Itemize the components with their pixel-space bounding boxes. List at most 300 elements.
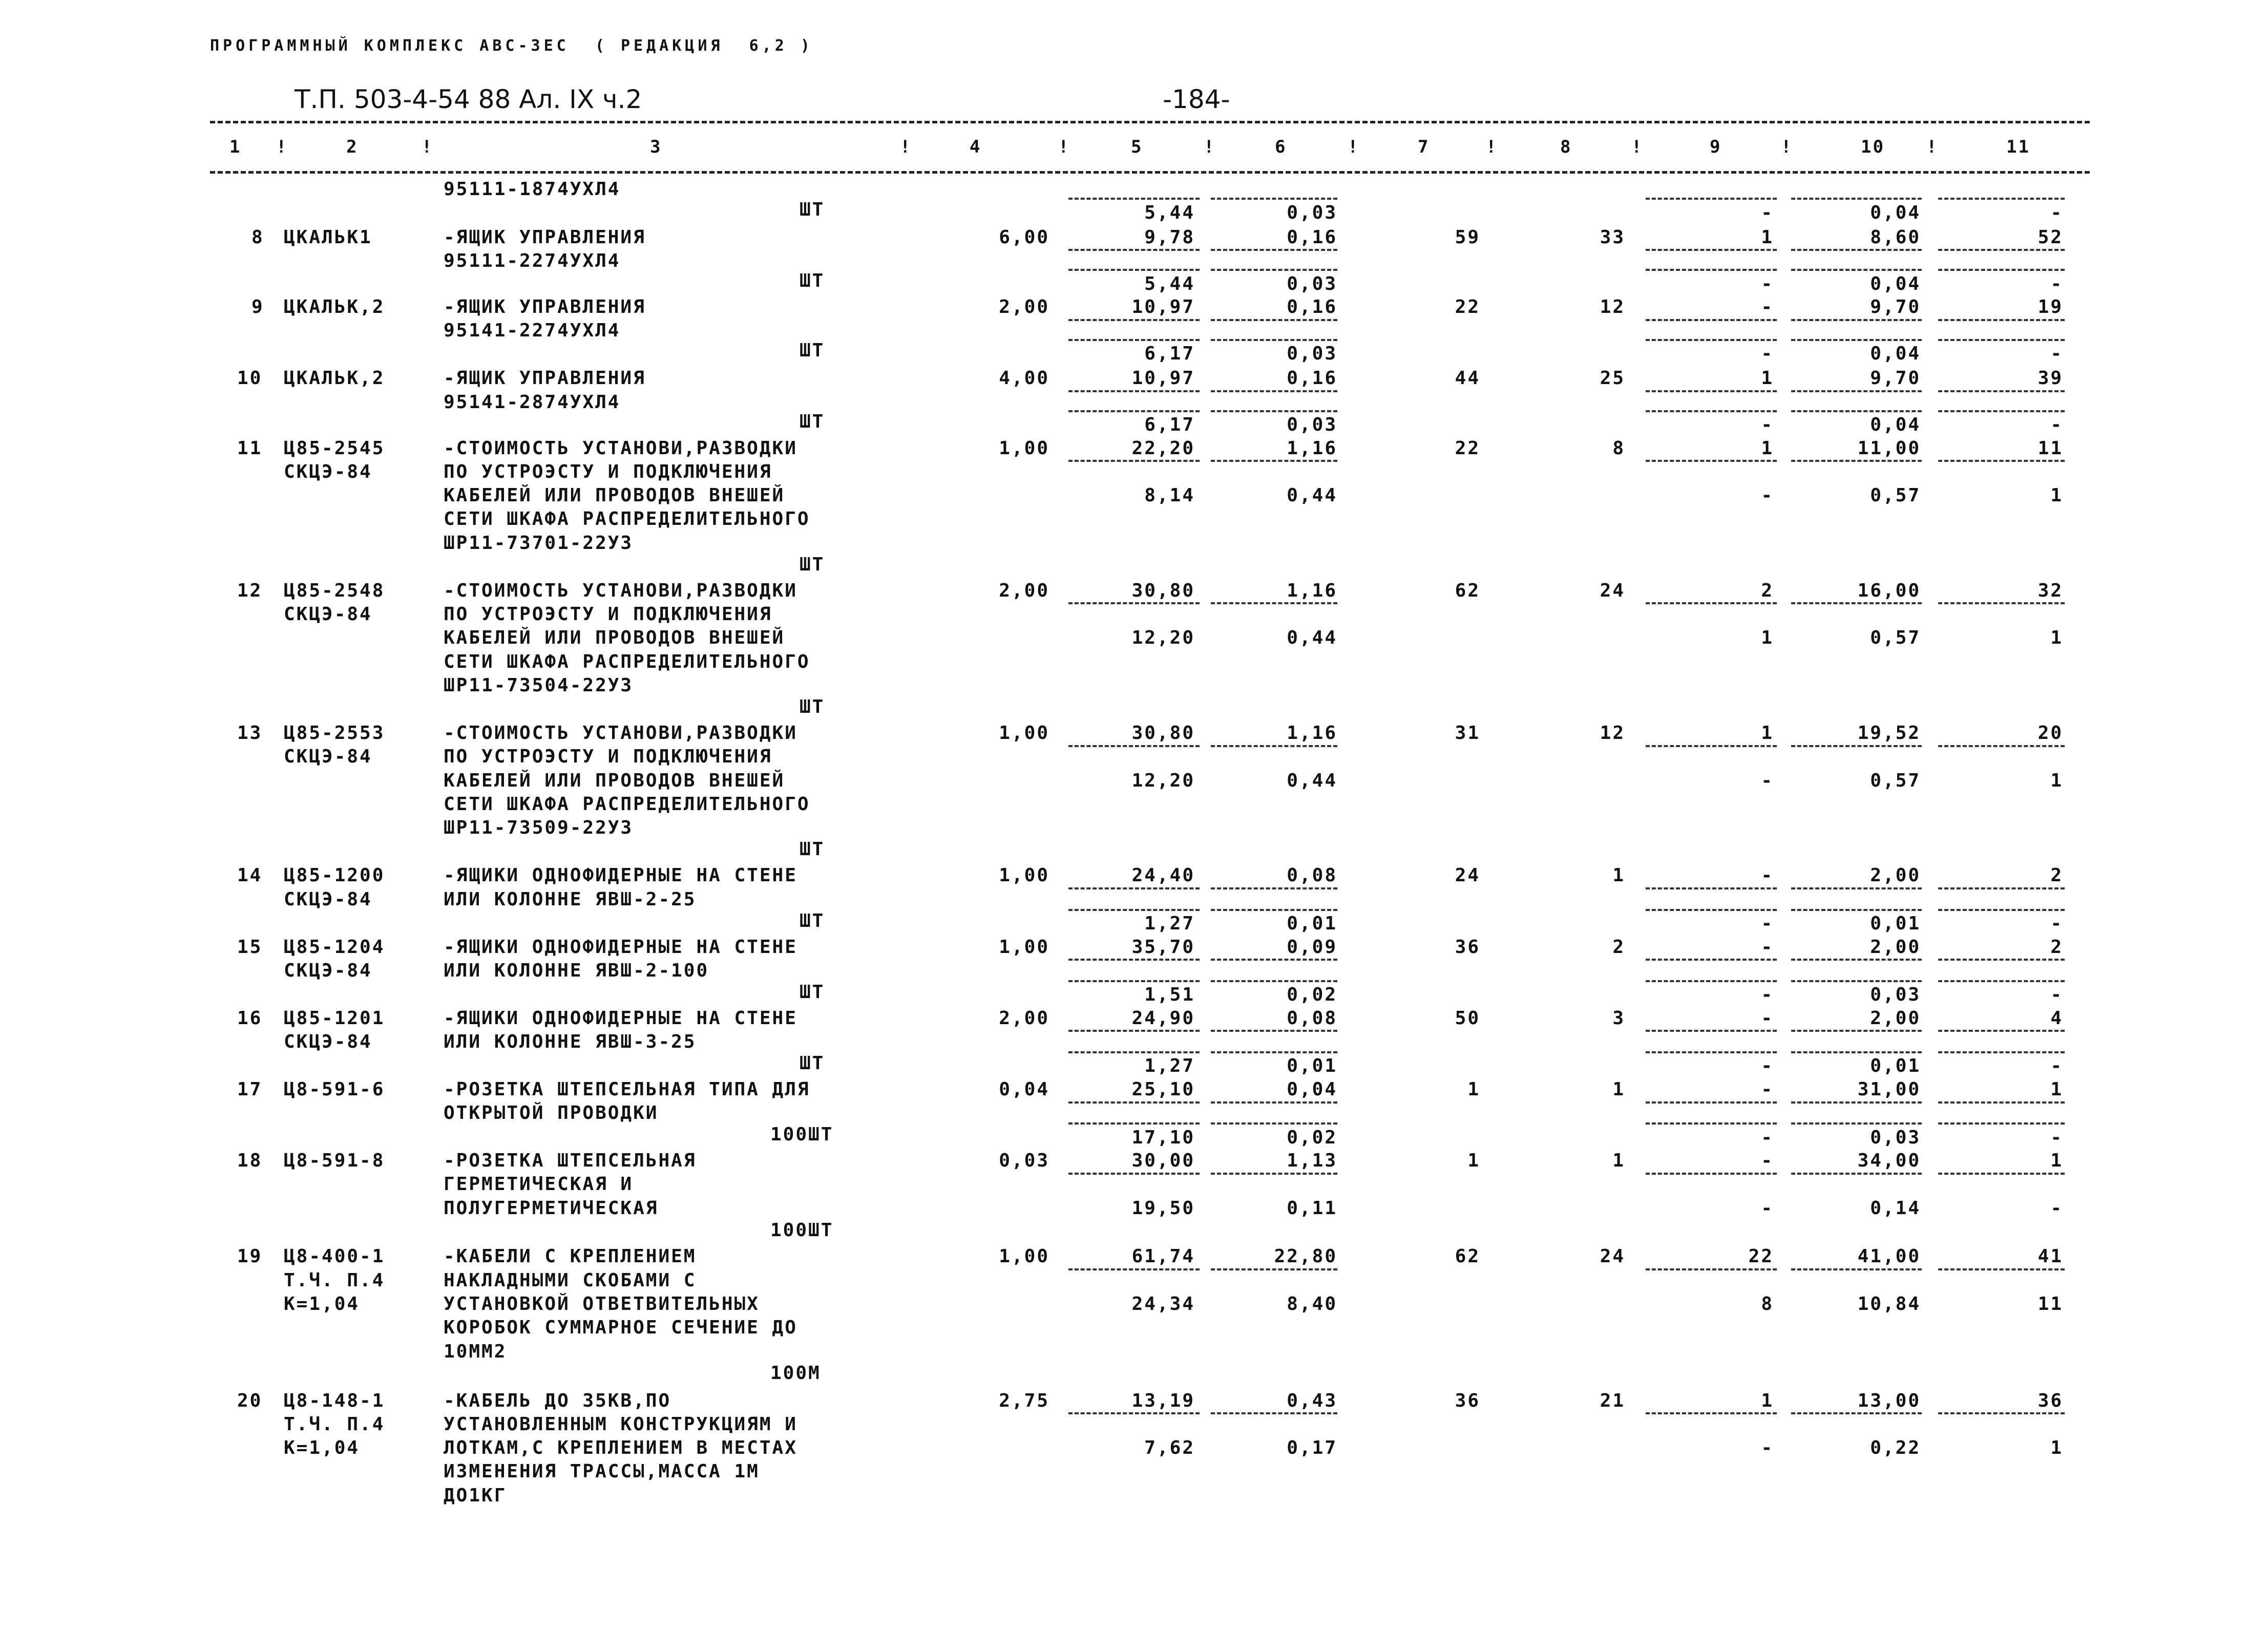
cell-divider [1791, 460, 1922, 462]
cell-divider [1068, 887, 1200, 889]
row-number: 10 [237, 368, 263, 389]
row-description: КАБЕЛЕЙ ИЛИ ПРОВОДОВ ВНЕШЕЙ [444, 627, 785, 648]
sub-value-v6: 0,11 [1287, 1198, 1337, 1219]
cell-divider [1211, 1173, 1337, 1175]
cell-divider [1646, 1051, 1777, 1053]
row-description: 95111-1874УХЛ4 [444, 179, 621, 200]
value-v7: 36 [1455, 1390, 1480, 1411]
cell-divider [1211, 1051, 1337, 1053]
value-v7: 50 [1455, 1008, 1480, 1029]
row-number: 20 [237, 1390, 263, 1411]
row-description: ШР11-73701-22У3 [444, 533, 634, 554]
cell-divider [1211, 980, 1337, 982]
value-v9: - [1761, 202, 1774, 223]
cell-divider [1211, 959, 1337, 961]
row-code: К=1,04 [284, 1437, 360, 1458]
row-description: ГЕРМЕТИЧЕСКАЯ И [444, 1174, 634, 1195]
cell-divider [1938, 887, 2065, 889]
value-v5: 10,97 [1131, 296, 1195, 317]
value-v9: 1 [1761, 227, 1774, 248]
value-v10: 9,70 [1870, 296, 1921, 317]
value-v4: 1,00 [999, 723, 1049, 744]
row-description: ПО УСТРОЭСТУ И ПОДКЛЮЧЕНИЯ [444, 746, 772, 767]
value-v11: 41 [2038, 1246, 2063, 1267]
row-code: Ц8-400-1 [284, 1246, 385, 1267]
row-code: Т.Ч. П.4 [284, 1414, 385, 1435]
column-header-1: 1 [229, 137, 242, 157]
column-header-4: 4 [970, 137, 982, 157]
sub-value-v11: - [2050, 1198, 2063, 1219]
cell-divider [1791, 1122, 1922, 1125]
value-v6: 0,03 [1287, 414, 1337, 435]
sub-value-v5: 19,50 [1131, 1198, 1195, 1219]
row-code: СКЦЭ-84 [284, 746, 372, 767]
cell-divider [1068, 269, 1200, 271]
value-v6: 0,03 [1287, 343, 1337, 364]
column-separator: ! [900, 137, 912, 157]
row-number: 19 [237, 1246, 263, 1267]
row-description: КАБЕЛЕЙ ИЛИ ПРОВОДОВ ВНЕШЕЙ [444, 485, 785, 506]
row-code: Ц85-1200 [284, 865, 385, 886]
value-v5: 1,27 [1144, 913, 1195, 934]
cell-divider [1211, 390, 1337, 392]
header-bottom-rule [210, 171, 2090, 174]
value-v4: 2,00 [999, 1008, 1049, 1029]
value-v4: 2,00 [999, 296, 1049, 317]
cell-divider [1646, 460, 1777, 462]
unit-label: ШТ [800, 982, 825, 1003]
cell-divider [1938, 319, 2065, 321]
cell-divider [1068, 339, 1200, 341]
cell-divider [1211, 1030, 1337, 1032]
sub-value-v5: 12,20 [1131, 627, 1195, 648]
cell-divider [1068, 602, 1200, 604]
cell-divider [1211, 602, 1337, 604]
value-v5: 17,10 [1131, 1127, 1195, 1148]
cell-divider [1791, 269, 1922, 271]
row-description: -КАБЕЛИ С КРЕПЛЕНИЕМ [444, 1246, 697, 1267]
cell-divider [1646, 1101, 1777, 1104]
row-number: 18 [237, 1150, 263, 1171]
cell-divider [1211, 410, 1337, 412]
row-code: Т.Ч. П.4 [284, 1270, 385, 1291]
row-description: ПОЛУГЕРМЕТИЧЕСКАЯ [444, 1198, 659, 1219]
value-v4: 1,00 [999, 937, 1049, 958]
cell-divider [1646, 887, 1777, 889]
cell-divider [1211, 887, 1337, 889]
value-v7: 44 [1455, 368, 1480, 389]
value-v7: 24 [1455, 865, 1480, 886]
value-v4: 0,03 [999, 1150, 1049, 1171]
sub-value-v6: 0,44 [1287, 485, 1337, 506]
value-v6: 1,16 [1287, 580, 1337, 601]
sub-value-v5: 12,20 [1131, 770, 1195, 791]
cell-divider [1791, 980, 1922, 982]
column-separator: ! [1058, 137, 1070, 157]
cell-divider [1938, 1122, 2065, 1125]
cell-divider [1646, 1030, 1777, 1032]
top-rule [210, 121, 2090, 123]
sub-value-v9: - [1761, 1437, 1774, 1458]
row-code: СКЦЭ-84 [284, 461, 372, 482]
row-description: СЕТИ ШКАФА РАСПРЕДЕЛИТЕЛЬНОГО [444, 794, 810, 815]
value-v10: 0,03 [1870, 1127, 1921, 1148]
value-v11: - [2050, 984, 2063, 1005]
cell-divider [1211, 339, 1337, 341]
value-v11: - [2050, 414, 2063, 435]
row-description: ЛОТКАМ,С КРЕПЛЕНИЕМ В МЕСТАХ [444, 1437, 797, 1458]
cell-divider [1068, 1101, 1200, 1104]
value-v8: 2 [1612, 937, 1625, 958]
sub-value-v6: 8,40 [1287, 1293, 1337, 1314]
value-v8: 21 [1600, 1390, 1625, 1411]
value-v6: 0,08 [1287, 865, 1337, 886]
value-v5: 35,70 [1131, 937, 1195, 958]
sub-value-v10: 0,57 [1870, 485, 1921, 506]
value-v5: 24,40 [1131, 865, 1195, 886]
sub-value-v10: 10,84 [1857, 1293, 1921, 1314]
cell-divider [1646, 339, 1777, 341]
unit-label: ШТ [800, 554, 825, 575]
cell-divider [1791, 1030, 1922, 1032]
value-v9: - [1761, 937, 1774, 958]
cell-divider [1646, 249, 1777, 251]
value-v6: 0,02 [1287, 984, 1337, 1005]
value-v4: 2,00 [999, 580, 1049, 601]
sub-value-v10: 0,22 [1870, 1437, 1921, 1458]
row-description: ПО УСТРОЭСТУ И ПОДКЛЮЧЕНИЯ [444, 461, 772, 482]
value-v6: 0,08 [1287, 1008, 1337, 1029]
value-v5: 25,10 [1131, 1079, 1195, 1100]
value-v11: 20 [2038, 723, 2063, 744]
cell-divider [1068, 980, 1200, 982]
cell-divider [1646, 1412, 1777, 1414]
row-code: Ц8-591-6 [284, 1079, 385, 1100]
sub-value-v11: 11 [2038, 1293, 2063, 1314]
sub-value-v10: 0,57 [1870, 627, 1921, 648]
column-header-2: 2 [346, 137, 359, 157]
value-v5: 10,97 [1131, 368, 1195, 389]
value-v6: 0,01 [1287, 913, 1337, 934]
value-v11: - [2050, 343, 2063, 364]
cell-divider [1791, 1268, 1922, 1270]
cell-divider [1068, 319, 1200, 321]
cell-divider [1791, 390, 1922, 392]
cell-divider [1646, 1268, 1777, 1270]
unit-label: 100М [770, 1363, 821, 1384]
value-v10: 13,00 [1857, 1390, 1921, 1411]
value-v7: 36 [1455, 937, 1480, 958]
value-v8: 12 [1600, 723, 1625, 744]
document-reference: Т.П. 503-4-54 88 Ал. IX ч.2 [295, 84, 642, 114]
value-v9: - [1761, 984, 1774, 1005]
cell-divider [1938, 980, 2065, 982]
value-v10: 31,00 [1857, 1079, 1921, 1100]
cell-divider [1791, 1173, 1922, 1175]
value-v9: 22 [1748, 1246, 1774, 1267]
value-v9: - [1761, 343, 1774, 364]
row-description: УСТАНОВЛЕННЫМ КОНСТРУКЦИЯМ И [444, 1414, 797, 1435]
column-separator: ! [422, 137, 434, 157]
row-description: ИЛИ КОЛОННЕ ЯВШ-2-100 [444, 960, 709, 981]
cell-divider [1938, 1030, 2065, 1032]
cell-divider [1646, 602, 1777, 604]
value-v11: 39 [2038, 368, 2063, 389]
row-description: УСТАНОВКОЙ ОТВЕТВИТЕЛЬНЫХ [444, 1293, 760, 1314]
value-v11: - [2050, 913, 2063, 934]
row-description: СЕТИ ШКАФА РАСПРЕДЕЛИТЕЛЬНОГО [444, 508, 810, 529]
cell-divider [1068, 909, 1200, 911]
cell-divider [1791, 959, 1922, 961]
cell-divider [1211, 198, 1337, 200]
row-code: СКЦЭ-84 [284, 960, 372, 981]
row-description: -ЯЩИКИ ОДНОФИДЕРНЫЕ НА СТЕНЕ [444, 865, 797, 886]
row-number: 13 [237, 723, 263, 744]
row-description: ИЛИ КОЛОННЕ ЯВШ-2-25 [444, 889, 697, 910]
cell-divider [1068, 249, 1200, 251]
row-number: 11 [237, 438, 263, 459]
cell-divider [1211, 249, 1337, 251]
value-v7: 59 [1455, 227, 1480, 248]
row-description: ДО1КГ [444, 1485, 507, 1506]
cell-divider [1068, 1051, 1200, 1053]
value-v8: 25 [1600, 368, 1625, 389]
sub-value-v11: 1 [2050, 1437, 2063, 1458]
cell-divider [1938, 1173, 2065, 1175]
value-v9: - [1761, 1127, 1774, 1148]
value-v9: - [1761, 865, 1774, 886]
value-v11: 2 [2050, 937, 2063, 958]
value-v10: 0,04 [1870, 343, 1921, 364]
cell-divider [1938, 390, 2065, 392]
value-v11: - [2050, 273, 2063, 294]
cell-divider [1211, 269, 1337, 271]
value-v9: - [1761, 1079, 1774, 1100]
value-v9: 2 [1761, 580, 1774, 601]
value-v6: 1,16 [1287, 438, 1337, 459]
row-code: Ц8-148-1 [284, 1390, 385, 1411]
column-separator: ! [1631, 137, 1644, 157]
value-v7: 62 [1455, 1246, 1480, 1267]
value-v11: 11 [2038, 438, 2063, 459]
value-v5: 6,17 [1144, 414, 1195, 435]
row-description: ОТКРЫТОЙ ПРОВОДКИ [444, 1102, 659, 1123]
row-number: 17 [237, 1079, 263, 1100]
value-v9: - [1761, 1008, 1774, 1029]
value-v4: 4,00 [999, 368, 1049, 389]
sub-value-v9: - [1761, 485, 1774, 506]
cell-divider [1068, 410, 1200, 412]
value-v8: 1 [1612, 1079, 1625, 1100]
cell-divider [1791, 319, 1922, 321]
value-v4: 2,75 [999, 1390, 1049, 1411]
row-description: -ЯЩИК УПРАВЛЕНИЯ [444, 227, 646, 248]
value-v6: 0,43 [1287, 1390, 1337, 1411]
cell-divider [1791, 887, 1922, 889]
value-v10: 0,04 [1870, 273, 1921, 294]
sub-value-v11: 1 [2050, 770, 2063, 791]
value-v5: 5,44 [1144, 202, 1195, 223]
sub-value-v9: 8 [1761, 1293, 1774, 1314]
value-v7: 1 [1467, 1150, 1480, 1171]
unit-label: ШТ [800, 839, 825, 860]
value-v6: 1,16 [1287, 723, 1337, 744]
value-v10: 2,00 [1870, 865, 1921, 886]
sub-value-v9: - [1761, 770, 1774, 791]
value-v8: 24 [1600, 1246, 1625, 1267]
row-code: Ц85-1204 [284, 937, 385, 958]
cell-divider [1068, 198, 1200, 200]
cell-divider [1646, 1122, 1777, 1125]
cell-divider [1211, 909, 1337, 911]
sub-value-v11: 1 [2050, 627, 2063, 648]
column-header-11: 11 [2006, 137, 2030, 157]
value-v6: 0,16 [1287, 296, 1337, 317]
cell-divider [1211, 745, 1337, 747]
cell-divider [1646, 745, 1777, 747]
value-v10: 19,52 [1857, 723, 1921, 744]
cell-divider [1646, 390, 1777, 392]
cell-divider [1068, 390, 1200, 392]
row-description: -РОЗЕТКА ШТЕПСЕЛЬНАЯ [444, 1150, 697, 1171]
value-v10: 8,60 [1870, 227, 1921, 248]
value-v11: - [2050, 1127, 2063, 1148]
value-v11: 32 [2038, 580, 2063, 601]
value-v6: 0,02 [1287, 1127, 1337, 1148]
cell-divider [1646, 198, 1777, 200]
column-header-3: 3 [650, 137, 662, 157]
value-v11: - [2050, 202, 2063, 223]
cell-divider [1938, 1101, 2065, 1104]
row-description: -КАБЕЛЬ ДО 35КВ,ПО [444, 1390, 671, 1411]
row-code: СКЦЭ-84 [284, 1031, 372, 1052]
row-description: -РОЗЕТКА ШТЕПСЕЛЬНАЯ ТИПА ДЛЯ [444, 1079, 810, 1100]
value-v9: - [1761, 296, 1774, 317]
value-v5: 61,74 [1131, 1246, 1195, 1267]
sub-value-v11: 1 [2050, 485, 2063, 506]
sub-value-v6: 0,44 [1287, 770, 1337, 791]
row-code: Ц85-2553 [284, 723, 385, 744]
value-v7: 22 [1455, 438, 1480, 459]
sub-value-v5: 8,14 [1144, 485, 1195, 506]
row-description: 95141-2874УХЛ4 [444, 392, 621, 413]
value-v5: 22,20 [1131, 438, 1195, 459]
value-v5: 9,78 [1144, 227, 1195, 248]
value-v6: 1,13 [1287, 1150, 1337, 1171]
cell-divider [1791, 198, 1922, 200]
value-v4: 0,04 [999, 1079, 1049, 1100]
value-v8: 33 [1600, 227, 1625, 248]
unit-label: ШТ [800, 340, 825, 361]
value-v11: 1 [2050, 1150, 2063, 1171]
column-separator: ! [1486, 137, 1498, 157]
row-description: 95111-2274УХЛ4 [444, 250, 621, 271]
value-v5: 1,27 [1144, 1055, 1195, 1076]
value-v9: 1 [1761, 723, 1774, 744]
row-description: СЕТИ ШКАФА РАСПРЕДЕЛИТЕЛЬНОГО [444, 651, 810, 672]
column-separator: ! [276, 137, 288, 157]
value-v5: 30,80 [1131, 580, 1195, 601]
value-v10: 0,01 [1870, 1055, 1921, 1076]
cell-divider [1938, 745, 2065, 747]
column-separator: ! [1204, 137, 1216, 157]
column-separator: ! [1348, 137, 1360, 157]
cell-divider [1068, 959, 1200, 961]
cell-divider [1938, 909, 2065, 911]
value-v7: 22 [1455, 296, 1480, 317]
row-description: ИЛИ КОЛОННЕ ЯВШ-3-25 [444, 1031, 697, 1052]
cell-divider [1791, 745, 1922, 747]
value-v6: 0,03 [1287, 202, 1337, 223]
row-code: Ц85-1201 [284, 1008, 385, 1029]
sub-value-v9: - [1761, 1198, 1774, 1219]
value-v5: 6,17 [1144, 343, 1195, 364]
cell-divider [1791, 1101, 1922, 1104]
cell-divider [1646, 909, 1777, 911]
value-v4: 6,00 [999, 227, 1049, 248]
row-description: -ЯЩИК УПРАВЛЕНИЯ [444, 296, 646, 317]
cell-divider [1211, 1268, 1337, 1270]
value-v11: 36 [2038, 1390, 2063, 1411]
cell-divider [1938, 198, 2065, 200]
value-v9: 1 [1761, 368, 1774, 389]
cell-divider [1646, 1173, 1777, 1175]
row-description: -СТОИМОСТЬ УСТАНОВИ,РАЗВОДКИ [444, 723, 797, 744]
column-header-5: 5 [1131, 137, 1143, 157]
cell-divider [1211, 1101, 1337, 1104]
cell-divider [1938, 1412, 2065, 1414]
value-v4: 1,00 [999, 865, 1049, 886]
cell-divider [1211, 1122, 1337, 1125]
value-v11: 4 [2050, 1008, 2063, 1029]
sub-value-v10: 0,57 [1870, 770, 1921, 791]
value-v5: 30,00 [1131, 1150, 1195, 1171]
column-header-9: 9 [1710, 137, 1722, 157]
cell-divider [1791, 249, 1922, 251]
cell-divider [1646, 410, 1777, 412]
value-v10: 9,70 [1870, 368, 1921, 389]
row-number: 8 [251, 227, 264, 248]
row-description: -ЯЩИК УПРАВЛЕНИЯ [444, 368, 646, 389]
value-v8: 24 [1600, 580, 1625, 601]
value-v9: - [1761, 273, 1774, 294]
value-v7: 62 [1455, 580, 1480, 601]
row-number: 9 [251, 296, 264, 317]
cell-divider [1646, 319, 1777, 321]
value-v6: 0,16 [1287, 227, 1337, 248]
value-v11: 52 [2038, 227, 2063, 248]
cell-divider [1938, 269, 2065, 271]
cell-divider [1068, 745, 1200, 747]
value-v9: 1 [1761, 1390, 1774, 1411]
value-v9: 1 [1761, 438, 1774, 459]
column-header-7: 7 [1418, 137, 1430, 157]
row-description: КОРОБОК СУММАРНОЕ СЕЧЕНИЕ ДО [444, 1317, 797, 1338]
value-v11: 1 [2050, 1079, 2063, 1100]
value-v6: 22,80 [1274, 1246, 1337, 1267]
cell-divider [1938, 460, 2065, 462]
row-number: 12 [237, 580, 263, 601]
value-v5: 5,44 [1144, 273, 1195, 294]
value-v8: 8 [1612, 438, 1625, 459]
value-v7: 1 [1467, 1079, 1480, 1100]
unit-label: ШТ [800, 1053, 825, 1074]
value-v7: 31 [1455, 723, 1480, 744]
value-v6: 0,09 [1287, 937, 1337, 958]
cell-divider [1938, 959, 2065, 961]
row-code: Ц8-591-8 [284, 1150, 385, 1171]
row-description: ШР11-73509-22У3 [444, 817, 634, 838]
